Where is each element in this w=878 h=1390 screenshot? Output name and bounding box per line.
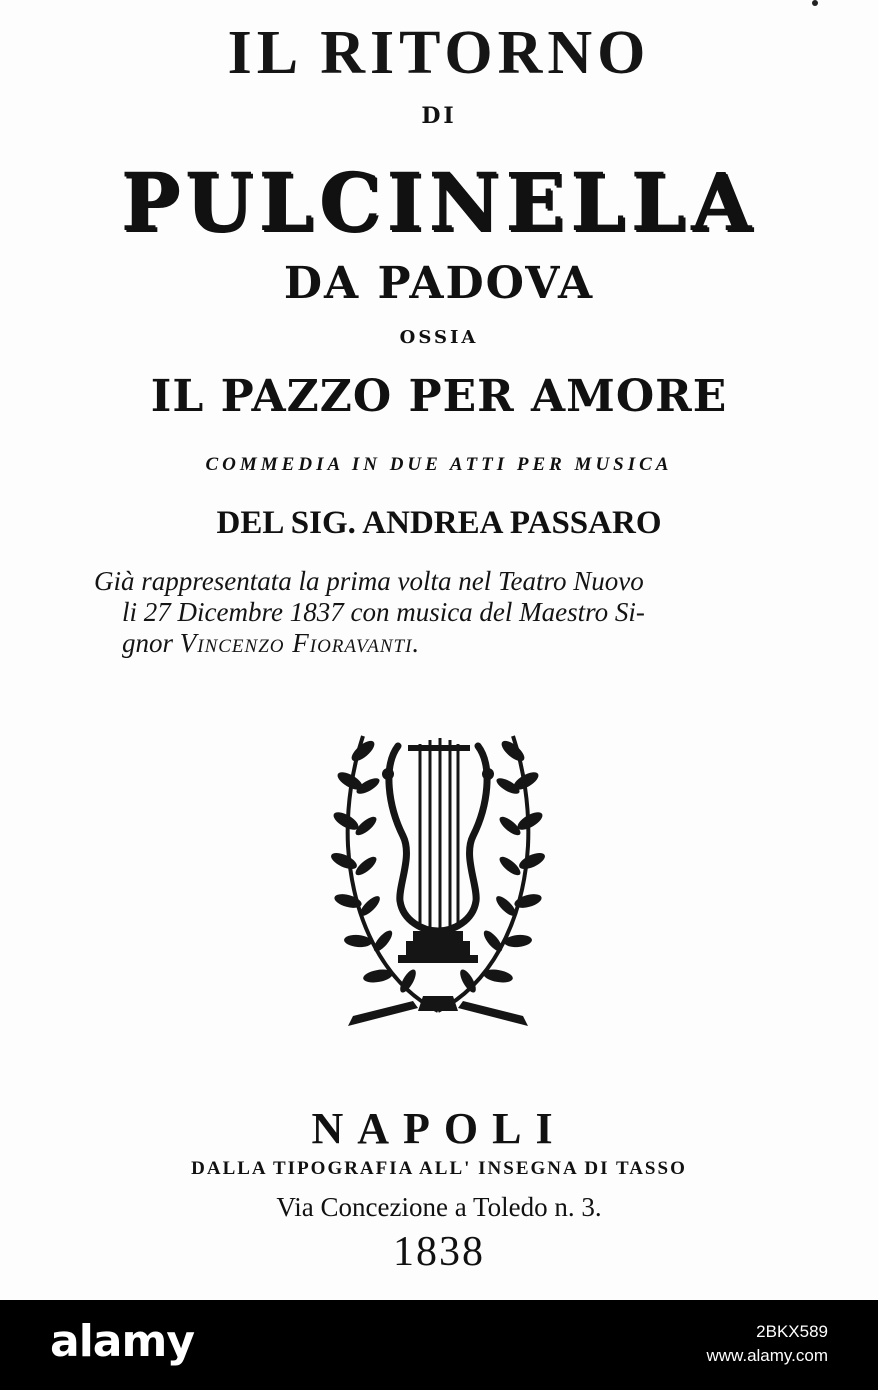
alamy-logo: alamy — [50, 1316, 194, 1367]
title-line-ossia: OSSIA — [399, 327, 479, 348]
image-id-block — [706, 1320, 828, 1368]
title-line-pulcinella — [0, 155, 878, 249]
speck-mark — [812, 0, 818, 6]
composer-name: Vincenzo Fioravanti. — [179, 628, 421, 658]
author-line: DEL SIG. ANDREA PASSARO — [216, 505, 662, 541]
performance-note-line-3 — [94, 628, 822, 659]
watermark-bar — [0, 1300, 878, 1390]
site-url: www.alamy.com — [706, 1346, 828, 1365]
lyre-with-laurel-wreath-icon — [328, 726, 548, 1031]
subtitle-commedia: COMMEDIA IN DUE ATTI PER MUSICA — [205, 454, 673, 475]
performance-note-line-1: Già rappresentata la prima volta nel Teatro Nuovo — [94, 566, 644, 596]
imprint-address: Via Concezione a Toledo n. 3. — [276, 1192, 602, 1222]
imprint-year: 1838 — [393, 1229, 485, 1275]
title-line-il-pazzo: IL PAZZO PER AMORE — [150, 371, 728, 422]
performance-note-line-2: li 27 Dicembre 1837 con musica del Maestro Si- — [122, 597, 645, 627]
image-id: 2BKX589 — [756, 1322, 828, 1341]
imprint-city: NAPOLI — [311, 1104, 567, 1153]
note-line-3-prefix: gnor — [122, 628, 180, 658]
title-line-il-ritorno: IL RITORNO — [227, 19, 651, 87]
pulcinella-text: PULCINELLA — [120, 155, 758, 249]
title-line-da-padova: DA PADOVA — [283, 258, 595, 309]
title-line-di: DI — [421, 103, 457, 129]
imprint-printer: DALLA TIPOGRAFIA ALL' INSEGNA DI TASSO — [191, 1158, 687, 1179]
